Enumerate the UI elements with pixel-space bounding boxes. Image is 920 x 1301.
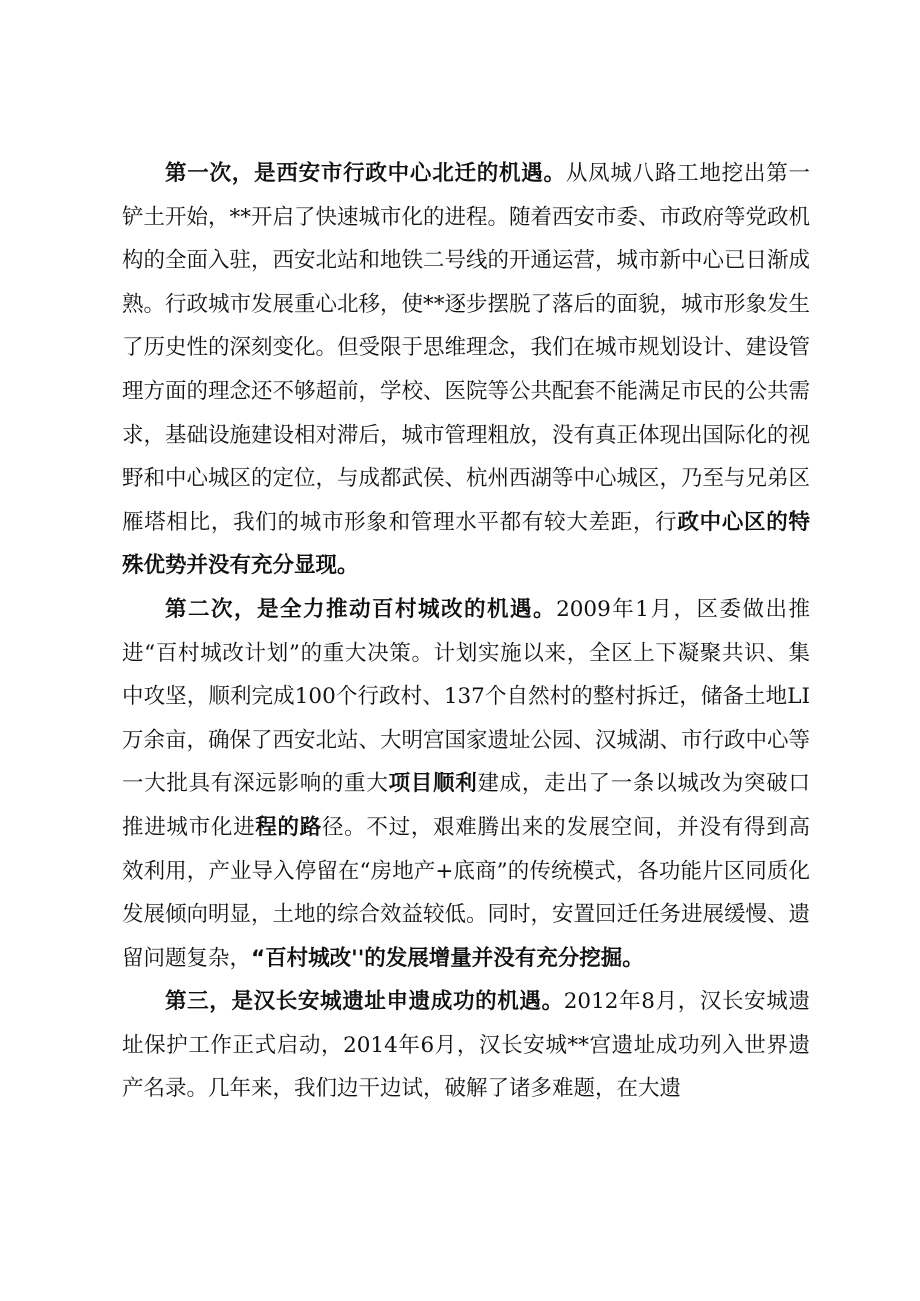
- paragraph-2-body-3: 径。不过，艰难腾出来的发展空间，并没有得到高效利用，产业导入停留在“房地产+底商”的传统模式，各功能片区同质化发展倾向明显，土地的综合效益较低。同时，安置回迁任务进展缓慢、遗留问题复杂，: [122, 814, 811, 971]
- paragraph-2-body-2: 建成，走出了一条以城改为突破口推进城市化进: [122, 771, 810, 840]
- paragraph-1-body: 从凤城八路工地挖出第一铲土开始，**开启了快速城市化的进程。随着西安市委、市政府等党政机构的全面入驻，西安北站和地铁二号线的开通运营，城市新中心已日渐成熟。行政城市发展重心北移，使**逐步摆脱了落后的面貌，城市形象发生了历史性的深刻变化。但受限于思维理念，我们在城市规划设计、建设管理方面的理念还不够超前，学校、医院等公共配套不能满足市民的公共需求，基础设施建设相对滞后，城市管理粗放，没有真正体现出国际化的视野和中心城区的定位，与成都武侯、杭州西湖等中心城区，乃至与兄弟区雁塔相比，我们的城市形象和管理水平都有较大差距，行: [122, 161, 811, 535]
- paragraph-2-heading: 第二次，是全力推动百村城改的机遇。: [165, 596, 557, 622]
- paragraph-1-emphasis: 政中心区的特殊优势并没有充分显现。: [122, 509, 810, 579]
- paragraph-2-emphasis-3: “百村城改''的发展增量并没有充分挖掘。: [251, 945, 644, 971]
- paragraph-2: [122, 588, 810, 980]
- paragraph-1: [122, 152, 810, 588]
- paragraph-2-emphasis-1: 项目顺利: [388, 771, 478, 797]
- paragraph-1-heading: 第一次，是西安市行政中心北迁的机遇。: [165, 161, 566, 186]
- paragraph-2-emphasis-2: 程的路: [255, 814, 322, 840]
- paragraph-2-body: 2009年1月，区委做出推进“百村城改计划”的重大决策。计划实施以来，全区上下凝聚共识、集中攻坚，顺利完成100个行政村、137个自然村的整村拆迁，储备土地LI万余亩，确保了西安北站、大明宫国家遗址公园、汉城湖、市行政中心等一大批具有深远影响的重大: [122, 596, 811, 797]
- paragraph-3: [122, 980, 810, 1111]
- document-page: [122, 152, 810, 1111]
- paragraph-3-body: 2012年8月，汉长安城遗址保护工作正式启动，2014年6月，汉长安城**宫遗址成功列入世界遗产名录。几年来，我们边干边试，破解了诸多难题，在大遗: [122, 989, 810, 1102]
- paragraph-3-heading: 第三，是汉长安城遗址申遗成功的机遇。: [165, 989, 564, 1015]
